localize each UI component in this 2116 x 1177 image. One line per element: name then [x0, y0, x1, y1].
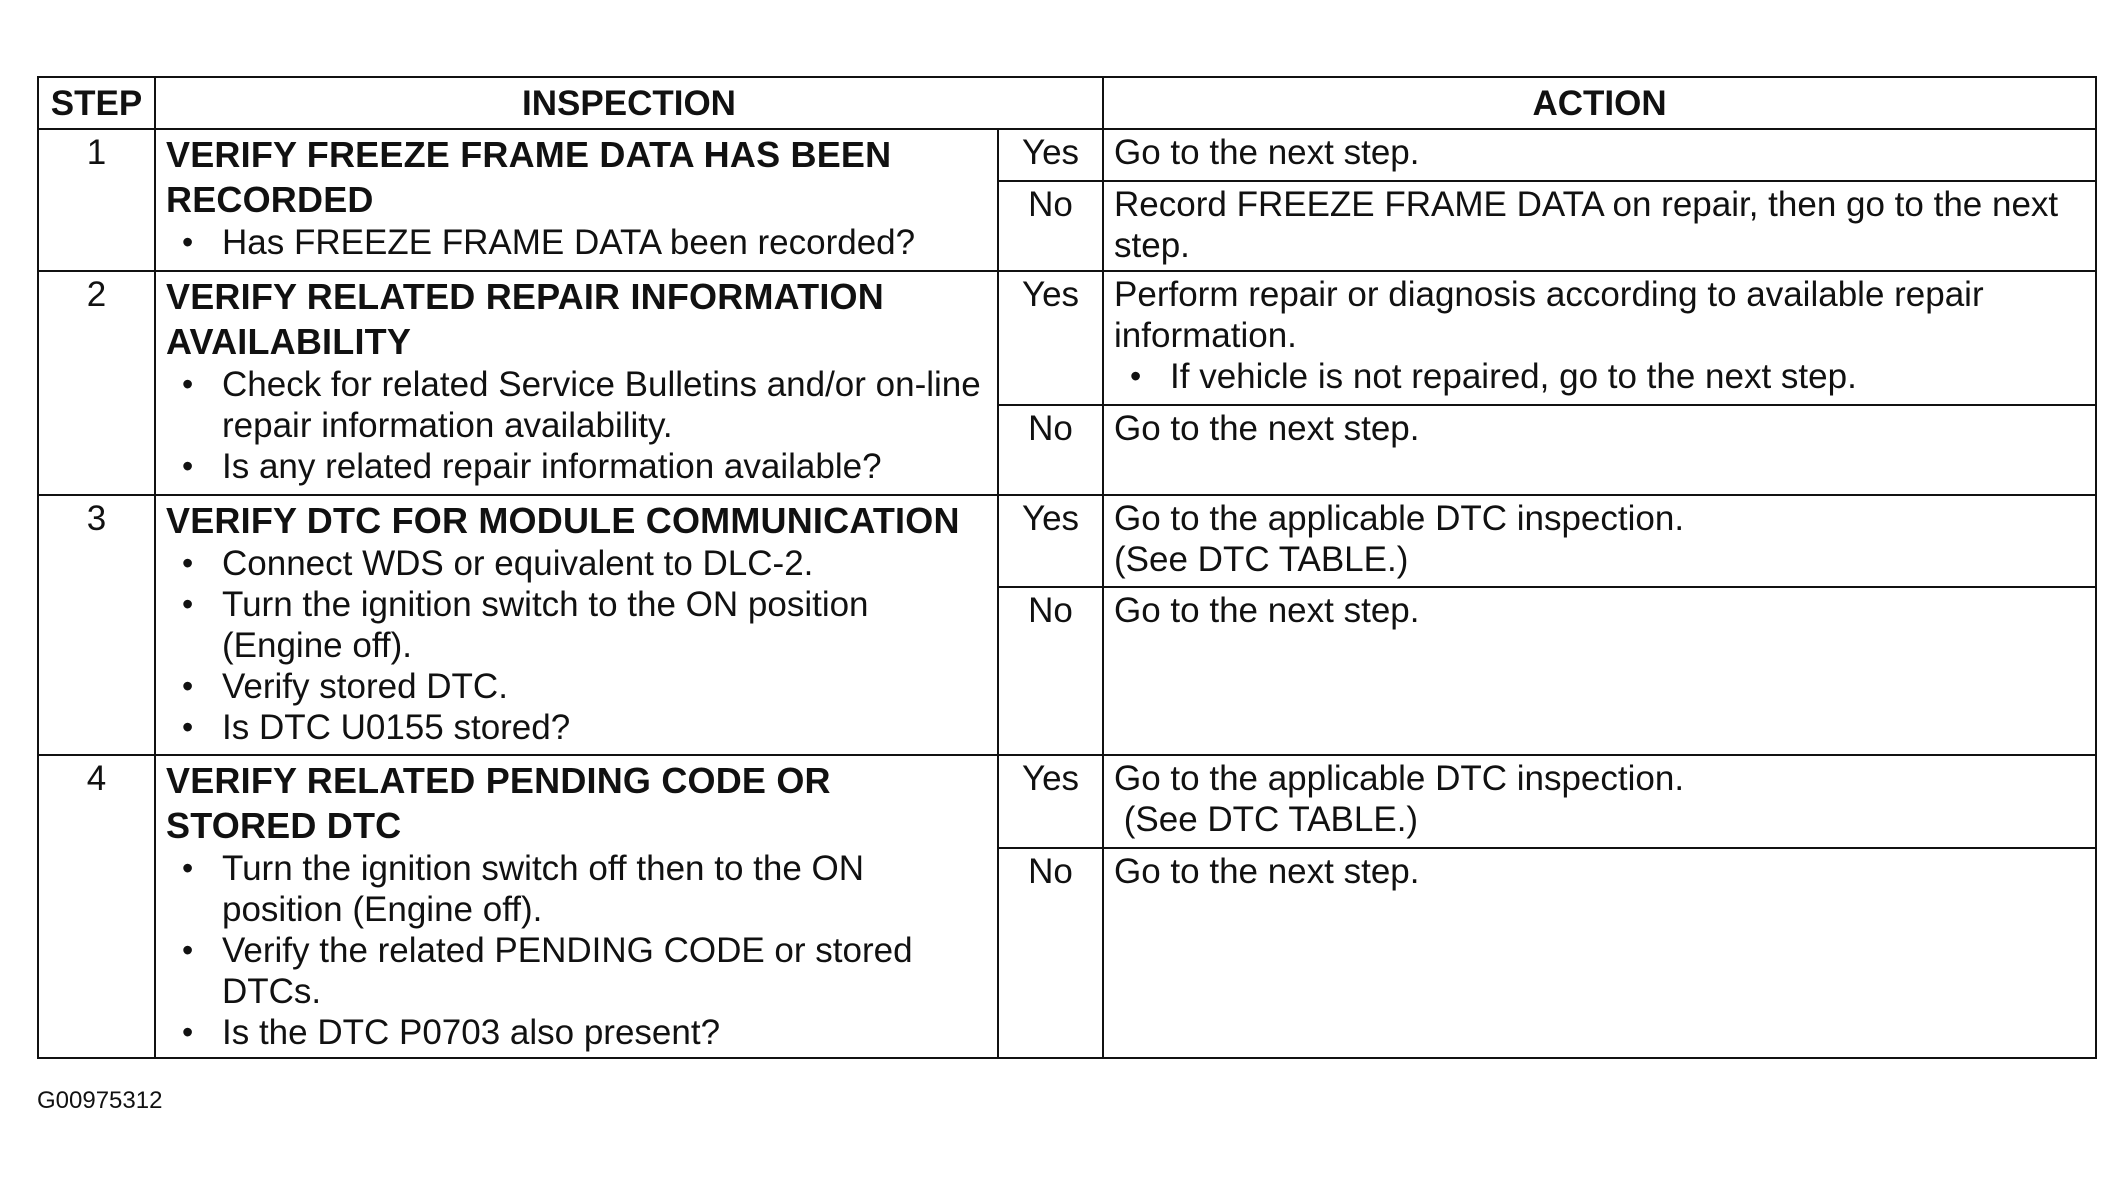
action-yes: Go to the next step. — [1103, 129, 2096, 181]
step-column-header: STEP — [38, 77, 155, 129]
action-no: Go to the next step. — [1103, 848, 2096, 1058]
inspection-bullet-list — [166, 222, 987, 263]
answer-yes: Yes — [998, 271, 1103, 405]
step-number: 3 — [38, 495, 155, 755]
action-bullet-list — [1114, 356, 2085, 397]
inspection-bullet-list — [166, 543, 987, 748]
inspection-bullet: • Verify the related PENDING CODE or stored DTCs. — [166, 930, 987, 1012]
inspection-bullet: • Verify stored DTC. — [166, 666, 987, 707]
answer-no: No — [998, 181, 1103, 271]
answer-no: No — [998, 587, 1103, 755]
inspection-cell — [155, 129, 998, 271]
inspection-title: VERIFY FREEZE FRAME DATA HAS BEEN RECORDED — [166, 134, 892, 220]
action-no: Record FREEZE FRAME DATA on repair, then go to the next step. — [1103, 181, 2096, 271]
action-no: Go to the next step. — [1103, 587, 2096, 755]
diagnostic-procedure-table — [37, 76, 2097, 1059]
table-header-row — [38, 77, 2096, 129]
table-row — [38, 755, 2096, 848]
action-yes: Go to the applicable DTC inspection. (See DTC TABLE.) — [1103, 755, 2096, 848]
inspection-column-header: INSPECTION — [155, 77, 1103, 129]
action-yes: Go to the applicable DTC inspection. (See DTC TABLE.) — [1103, 495, 2096, 587]
table-row — [38, 129, 2096, 181]
answer-no: No — [998, 848, 1103, 1058]
inspection-bullet: • Is any related repair information available? — [166, 446, 987, 487]
inspection-bullet: • Is DTC U0155 stored? — [166, 707, 987, 748]
inspection-bullet: • Is the DTC P0703 also present? — [166, 1012, 987, 1053]
inspection-bullet: • Turn the ignition switch to the ON position (Engine off). — [166, 584, 987, 666]
answer-yes: Yes — [998, 129, 1103, 181]
answer-yes: Yes — [998, 755, 1103, 848]
inspection-cell — [155, 755, 998, 1058]
inspection-cell — [155, 495, 998, 755]
figure-reference-code: G00975312 — [37, 1087, 163, 1114]
inspection-title: VERIFY RELATED REPAIR INFORMATION AVAILABILITY — [166, 276, 884, 362]
step-number: 2 — [38, 271, 155, 495]
step-number: 4 — [38, 755, 155, 1058]
action-yes: Perform repair or diagnosis according to available repair information. • If vehicle is not repaired, go to the next step. — [1103, 271, 2096, 405]
table-row — [38, 271, 2096, 405]
inspection-bullet: • Has FREEZE FRAME DATA been recorded? — [166, 222, 987, 263]
step-number: 1 — [38, 129, 155, 271]
answer-no: No — [998, 405, 1103, 495]
inspection-bullet: • Check for related Service Bulletins and/or on-line repair information availability. — [166, 364, 987, 446]
inspection-title: VERIFY DTC FOR MODULE COMMUNICATION — [166, 500, 960, 541]
action-bullet: • If vehicle is not repaired, go to the next step. — [1114, 356, 2085, 397]
inspection-bullet: • Connect WDS or equivalent to DLC-2. — [166, 543, 987, 584]
inspection-bullet-list — [166, 364, 987, 487]
action-no: Go to the next step. — [1103, 405, 2096, 495]
answer-yes: Yes — [998, 495, 1103, 587]
inspection-title: VERIFY RELATED PENDING CODE OR STORED DTC — [166, 760, 831, 846]
inspection-bullet: • Turn the ignition switch off then to the ON position (Engine off). — [166, 848, 987, 930]
action-column-header: ACTION — [1103, 77, 2096, 129]
inspection-cell — [155, 271, 998, 495]
table-row — [38, 495, 2096, 587]
inspection-bullet-list — [166, 848, 987, 1053]
